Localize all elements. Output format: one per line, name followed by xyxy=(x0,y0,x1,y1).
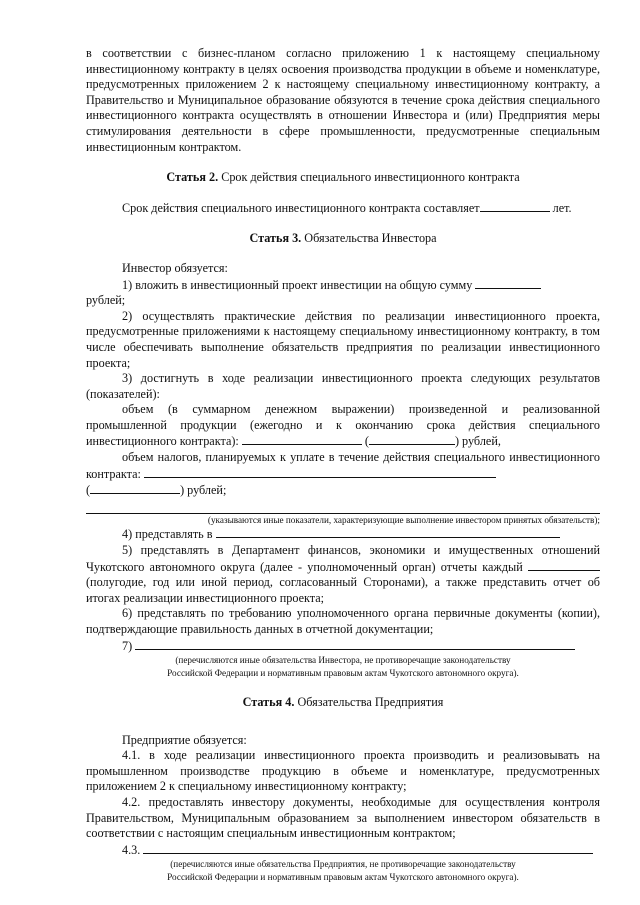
article-3-heading xyxy=(86,231,600,247)
article-4-title: Обязательства Предприятия xyxy=(294,695,444,710)
taxes-amount-blank xyxy=(144,466,496,478)
item-7-number: 7) xyxy=(122,638,133,653)
investor-item-3-volume xyxy=(86,402,600,450)
enterprise-item-4-1: 4.1. в ходе реализации инвестиционного проекта производить и реализовывать на промышленном производстве продукцию в объеме и номенклатуре, предусмотренных приложением 2 к специальному инвестиционному контракту; xyxy=(86,748,600,794)
article-2-title: Срок действия специального инвестиционного контракта xyxy=(218,170,520,185)
item-7-blank xyxy=(135,638,575,650)
enterprise-item-4-2: 4.2. предоставлять инвестору документы, необходимые для осуществления контроля Правительством, Муниципальным образованием за выполнением инвестором обязательств в соответствии с настоящим специальным инвестиционным контрактом; xyxy=(86,795,600,841)
taxes-paren-open: ( xyxy=(86,483,91,498)
volume-words-blank xyxy=(369,433,455,445)
investor-item-1-tail: рублей; xyxy=(86,293,126,308)
item-5-tail: (полугодие, год или иной период, согласованный Сторонами), а также представить отчет об итогах реализации инвестиционного проекта; xyxy=(86,575,600,605)
article-3-number: Статья 3. xyxy=(249,231,302,246)
investor-other-note-1: (перечисляются иные обязательства Инвестора, не противоречащие законодательству xyxy=(175,655,511,666)
investor-item-2: 2) осуществлять практические действия по реализации инвестиционного проекта, предусмотренные приложениями к настоящему специальному инвестиционному контракту, в том числе обеспечивать выполнение обязательств предприятия по реализации инвестиционного проекта; xyxy=(86,308,600,370)
volume-text: объем (в суммарном денежном выражении) произведенной и реализованной промышленной продукции (ежегодно и к окончанию срока действия специального инвестиционного контракта): xyxy=(86,402,600,449)
other-indicators-note: (указываются иные показатели, характеризующие выполнение инвестором принятых обязательств); xyxy=(207,514,600,525)
investment-amount-blank xyxy=(475,277,541,289)
other-indicators-line xyxy=(86,499,600,514)
term-years-blank xyxy=(480,200,550,212)
article-2-term-paragraph xyxy=(86,200,600,217)
taxes-text: объем налогов, планируемых к уплате в течение действия специального инвестиционного контракта: xyxy=(86,450,600,481)
investor-other-note-2: Российской Федерации и нормативным правовым актам Чукотского автономного округа). xyxy=(167,667,519,678)
investor-item-5 xyxy=(86,543,600,606)
article-2-number: Статья 2. xyxy=(166,170,219,185)
item-5-text: 5) представлять в Департамент финансов, экономики и имущественных отношений Чукотского автономного округа (далее - уполномоченный орган) отчеты каждый xyxy=(86,542,600,574)
term-unit: лет. xyxy=(549,200,572,215)
taxes-words-blank xyxy=(90,482,180,494)
investor-item-3-taxes xyxy=(86,450,600,482)
volume-paren-open: ( xyxy=(361,434,369,449)
intro-paragraph: в соответствии с бизнес-планом согласно приложению 1 к настоящему специальному инвестиционному контракту в целях освоения производства продукции в объеме и номенклатуре, предусмотренных приложением 2 к настоящему специальному инвестиционному контракту, а Правительство и Муниципальное образование обязуются в течение срока действия специального инвестиционного контракта осуществлять в отношении Инвестора и (или) Предприятия меры стимулирования деятельности в сфере промышленности, предусмотренные специальным инвестиционным контрактом. xyxy=(86,46,600,154)
article-4-number: Статья 4. xyxy=(242,695,295,710)
article-3-title: Обязательства Инвестора xyxy=(301,231,437,246)
investor-item-4 xyxy=(86,526,600,543)
article-4-heading xyxy=(86,695,600,711)
term-text: Срок действия специального инвестиционного контракта составляет xyxy=(122,200,480,215)
investor-item-6: 6) представлять по требованию уполномоченного органа первичные документы (копии), подтверждающие правильность данных в отчетной документации; xyxy=(86,606,600,636)
investor-item-7 xyxy=(86,638,600,655)
enterprise-other-note-1: (перечисляются иные обязательства Предприятия, не противоречащие законодательству xyxy=(170,859,516,870)
volume-amount-blank xyxy=(242,433,362,445)
item-1-text: 1) вложить в инвестиционный проект инвестиции на общую сумму xyxy=(122,277,473,292)
investor-item-3-taxes-tail xyxy=(86,482,600,499)
item-4-text: 4) представлять в xyxy=(122,527,213,542)
enterprise-other-note-2: Российской Федерации и нормативным правовым актам Чукотского автономного округа). xyxy=(167,871,519,882)
enterprise-lead: Предприятие обязуется: xyxy=(122,732,247,747)
investor-item-1 xyxy=(86,277,600,294)
investor-item-3: 3) достигнуть в ходе реализации инвестиционного проекта следующих результатов (показателей): xyxy=(86,371,600,401)
volume-unit: ) рублей, xyxy=(454,434,501,449)
item-4-blank xyxy=(216,526,560,538)
report-period-blank xyxy=(528,559,600,571)
item-4-3-number: 4.3. xyxy=(122,842,141,857)
article-2-heading xyxy=(86,170,600,186)
investor-lead: Инвестор обязуется: xyxy=(122,260,228,275)
taxes-unit: ) рублей; xyxy=(180,483,227,498)
item-4-3-blank xyxy=(143,842,593,854)
enterprise-item-4-3 xyxy=(86,842,600,859)
